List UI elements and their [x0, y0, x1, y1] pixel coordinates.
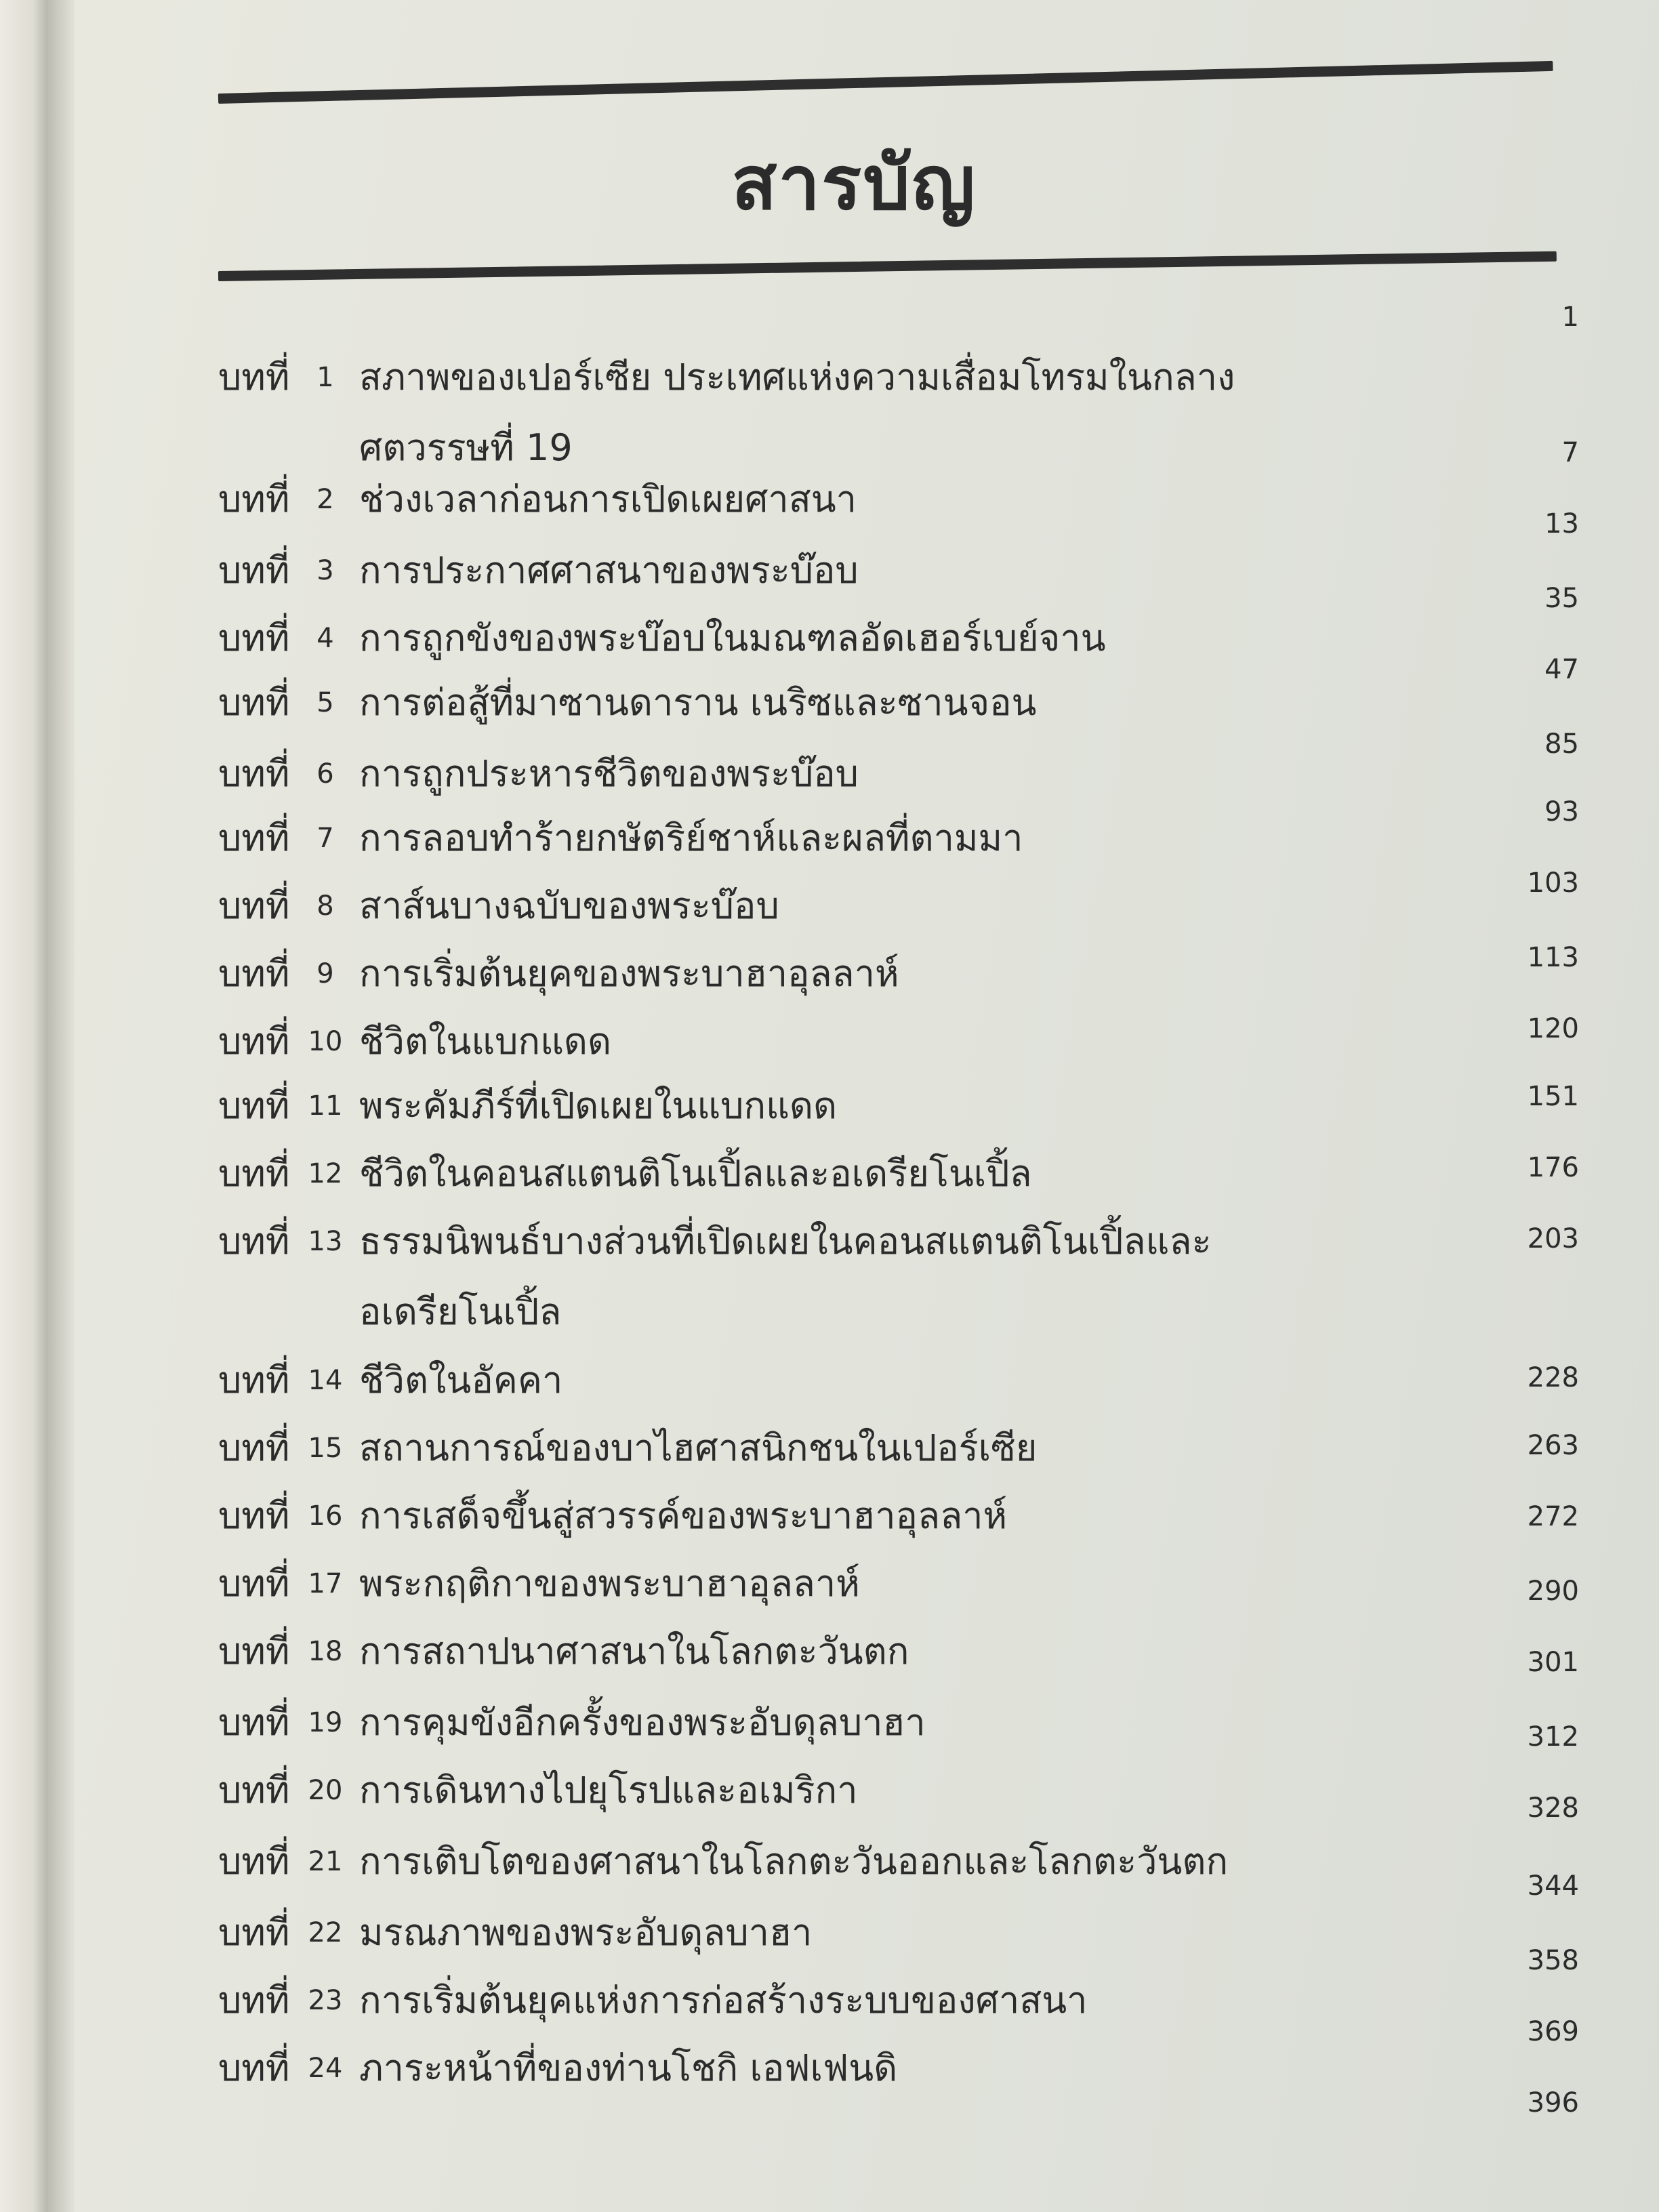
page-number: 358 — [1527, 1945, 1579, 1976]
toc-entry — [0, 437, 1659, 559]
chapter-title: การเริ่มต้นยุคแห่งการก่อสร้างระบบของศาสนา — [359, 1979, 1088, 2022]
page-number: 396 — [1527, 2087, 1579, 2118]
chapter-label: บทที่ — [218, 884, 290, 927]
toc-entry — [0, 302, 1659, 469]
chapter-number: 20 — [308, 1775, 343, 1806]
chapter-label: บทที่ — [218, 681, 290, 724]
chapter-label: บทที่ — [218, 1701, 290, 1744]
chapter-title: สาส์นบางฉบับของพระบ๊อบ — [359, 884, 779, 927]
toc-entry — [0, 1769, 1659, 1850]
chapter-number: 24 — [308, 2053, 343, 2084]
toc-entry — [0, 1220, 1659, 1333]
chapter-number: 12 — [308, 1158, 343, 1189]
chapter-number: 3 — [316, 555, 334, 586]
chapter-title: การลอบทำร้ายกษัตริย์ชาห์และผลที่ตามมา — [359, 817, 1023, 859]
chapter-number: 17 — [308, 1568, 343, 1599]
chapter-number: 2 — [316, 484, 334, 515]
chapter-number: 21 — [308, 1846, 343, 1877]
chapter-title: การเสด็จขึ้นสู่สวรรค์ของพระบาฮาอุลลาห์ — [359, 1494, 1008, 1537]
chapter-label: บทที่ — [218, 752, 290, 795]
page-number: 176 — [1527, 1152, 1579, 1183]
chapter-title: การเริ่มต้นยุคของพระบาฮาอุลลาห์ — [359, 952, 899, 995]
page-number: 13 — [1544, 508, 1579, 539]
chapter-title: การประกาศศาสนาของพระบ๊อบ — [359, 549, 859, 592]
page-title: สารบัญ — [731, 140, 977, 226]
chapter-label: บทที่ — [218, 1359, 290, 1401]
page-number: 263 — [1527, 1430, 1579, 1461]
chapter-label: บทที่ — [218, 817, 290, 859]
chapter-number: 8 — [316, 890, 334, 922]
chapter-title: ธรรมนิพนธ์บางส่วนที่เปิดเผยในคอนสแตนติโนเปิ้ลและ อเดรียโนเปิ้ล — [359, 1220, 1212, 1333]
chapter-number: 18 — [308, 1636, 343, 1667]
page-number: 120 — [1527, 1013, 1579, 1044]
toc-entry — [0, 2047, 1659, 2128]
chapter-number: 23 — [308, 1985, 343, 2016]
chapter-number: 11 — [308, 1090, 343, 1122]
chapter-number: 5 — [316, 687, 334, 718]
chapter-number: 19 — [308, 1707, 343, 1738]
chapter-label: บทที่ — [218, 1911, 290, 1954]
page-number: 113 — [1527, 942, 1579, 973]
page-number: 203 — [1527, 1223, 1579, 1254]
chapter-label: บทที่ — [218, 478, 290, 520]
chapter-title: การต่อสู้ที่มาซานดาราน เนริซและซานจอน — [359, 681, 1037, 724]
chapter-label: บทที่ — [218, 617, 290, 659]
page-number: 35 — [1544, 583, 1579, 614]
toc-entry — [0, 1630, 1659, 1711]
chapter-number: 13 — [308, 1226, 343, 1257]
chapter-label: บทที่ — [218, 549, 290, 592]
chapter-number: 4 — [316, 623, 334, 654]
page-number: 328 — [1527, 1793, 1579, 1824]
chapter-label: บทที่ — [218, 1494, 290, 1537]
chapter-label: บทที่ — [218, 1630, 290, 1673]
page-number: 290 — [1527, 1576, 1579, 1607]
page-number: 47 — [1544, 654, 1579, 685]
chapter-label: บทที่ — [218, 1840, 290, 1883]
chapter-title: ชีวิตในคอนสแตนติโนเปิ้ลและอเดรียโนเปิ้ล — [359, 1152, 1032, 1195]
chapter-title: การถูกประหารชีวิตของพระบ๊อบ — [359, 752, 859, 795]
chapter-title: มรณภาพของพระอับดุลบาฮา — [359, 1911, 813, 1954]
chapter-title: การเดินทางไปยุโรปและอเมริกา — [359, 1769, 858, 1811]
chapter-label: บทที่ — [218, 952, 290, 995]
chapter-label: บทที่ — [218, 1220, 290, 1263]
page-number: 85 — [1544, 729, 1579, 760]
page-number: 151 — [1527, 1081, 1579, 1112]
page-number: 228 — [1527, 1362, 1579, 1393]
chapter-title: พระคัมภีร์ที่เปิดเผยในแบกแดด — [359, 1084, 838, 1127]
chapter-title: สภาพของเปอร์เซีย ประเทศแห่งความเสื่อมโทรมในกลาง ศตวรรษที่ 19 — [359, 356, 1235, 469]
chapter-number: 6 — [316, 758, 334, 790]
toc-entry — [0, 1840, 1659, 1921]
chapter-title: ช่วงเวลาก่อนการเปิดเผยศาสนา — [359, 478, 857, 520]
chapter-title: การเติบโตของศาสนาในโลกตะวันออกและโลกตะวันตก — [359, 1840, 1229, 1883]
page-number: 369 — [1527, 2016, 1579, 2047]
chapter-number: 16 — [308, 1500, 343, 1532]
chapter-label: บทที่ — [218, 356, 290, 398]
chapter-label: บทที่ — [218, 2047, 290, 2089]
chapter-number: 15 — [308, 1433, 343, 1464]
chapter-title: การคุมขังอีกครั้งของพระอับดุลบาฮา — [359, 1701, 926, 1744]
chapter-number: 14 — [308, 1365, 343, 1396]
chapter-label: บทที่ — [218, 1152, 290, 1195]
chapter-label: บทที่ — [218, 1020, 290, 1063]
chapter-label: บทที่ — [218, 1427, 290, 1469]
chapter-number: 10 — [308, 1026, 343, 1057]
chapter-title: ชีวิตในแบกแดด — [359, 1020, 612, 1063]
toc-entry — [0, 654, 1659, 762]
page-number: 312 — [1527, 1721, 1579, 1753]
chapter-number: 9 — [316, 958, 334, 989]
chapter-number: 22 — [308, 1917, 343, 1948]
chapter-label: บทที่ — [218, 1979, 290, 2022]
page-number: 93 — [1544, 796, 1579, 827]
chapter-label: บทที่ — [218, 1769, 290, 1811]
page-number: 344 — [1527, 1870, 1579, 1902]
chapter-number: 1 — [316, 362, 334, 393]
chapter-title: พระกฤติกาของพระบาฮาอุลลาห์ — [359, 1562, 860, 1605]
chapter-label: บทที่ — [218, 1084, 290, 1127]
page-number: 1 — [1561, 302, 1579, 333]
chapter-title: สถานการณ์ของบาไฮศาสนิกชนในเปอร์เซีย — [359, 1427, 1038, 1469]
chapter-title: การสถาปนาศาสนาในโลกตะวันตก — [359, 1630, 909, 1673]
page-number: 301 — [1527, 1647, 1579, 1678]
page-number: 272 — [1527, 1501, 1579, 1532]
page-number: 7 — [1561, 437, 1579, 468]
chapter-title: การถูกขังของพระบ๊อบในมณฑลอัดเฮอร์เบย์จาน — [359, 617, 1106, 659]
chapter-title: ชีวิตในอัคคา — [359, 1359, 563, 1401]
chapter-label: บทที่ — [218, 1562, 290, 1605]
page-number: 103 — [1527, 867, 1579, 899]
chapter-number: 7 — [316, 823, 334, 854]
chapter-title: ภาระหน้าที่ของท่านโชกิ เอฟเฟนดิ — [359, 2047, 898, 2089]
